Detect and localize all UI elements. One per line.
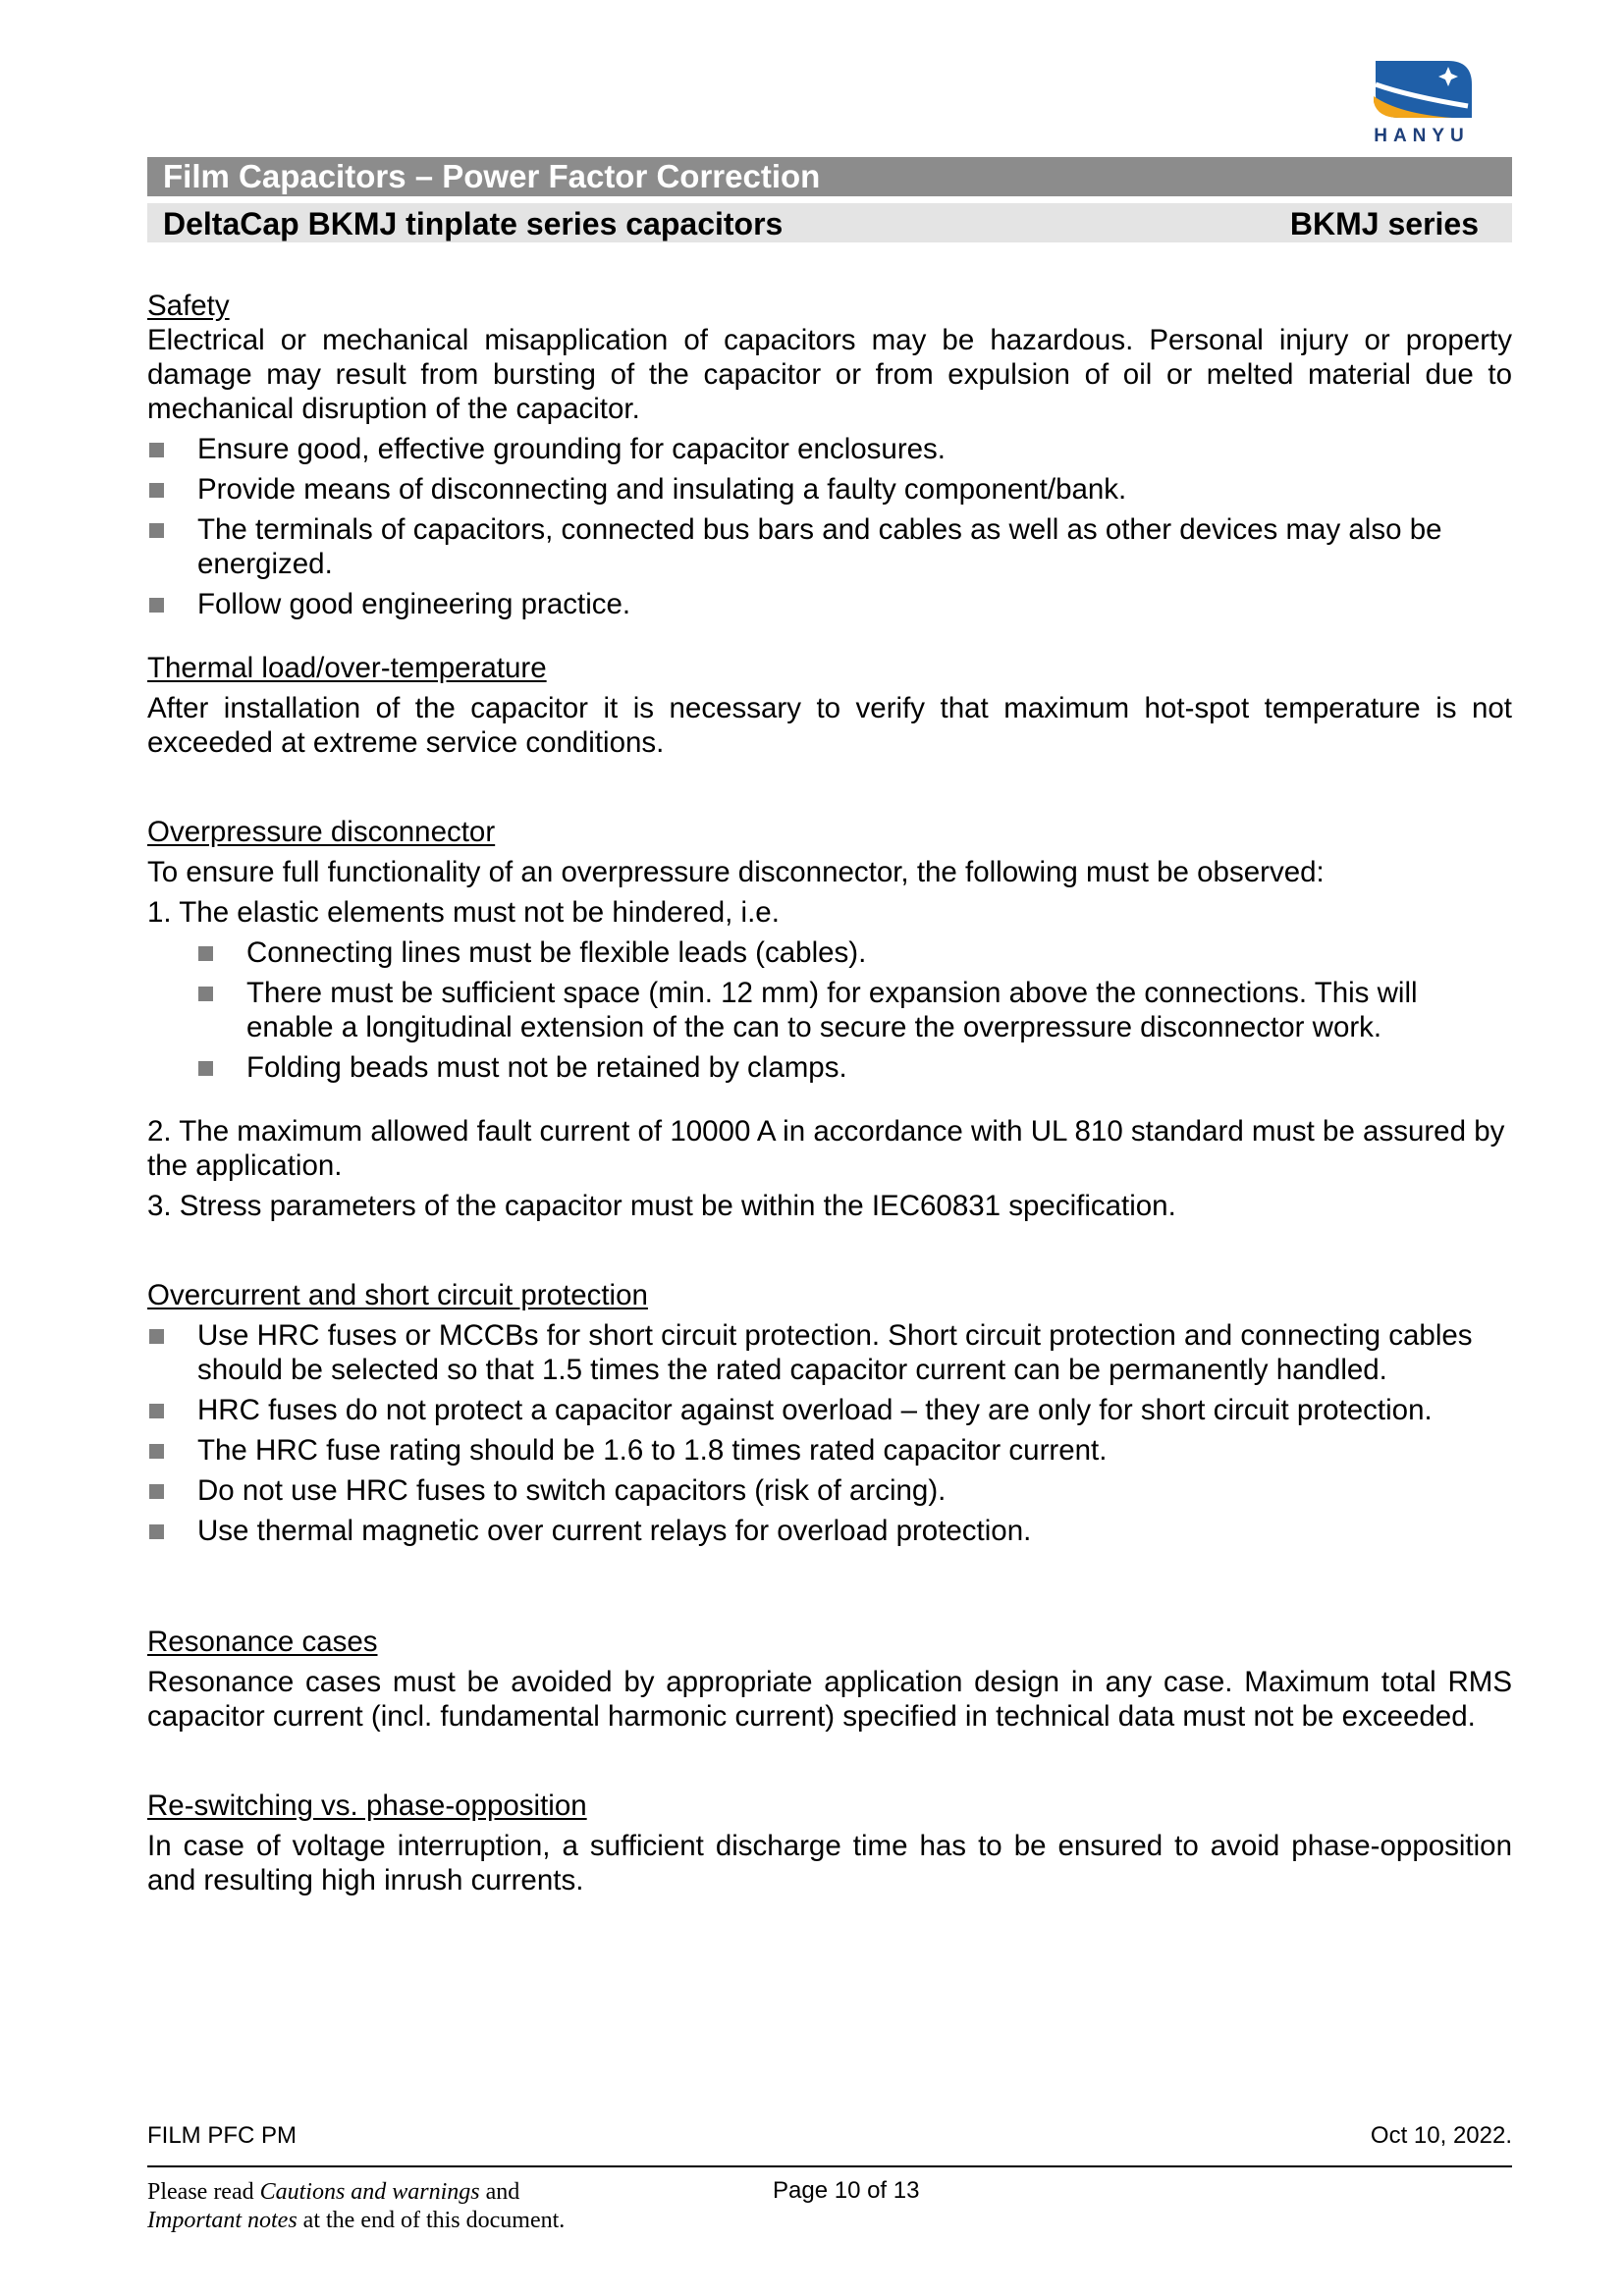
list-item-text: Ensure good, effective grounding for capacitor enclosures.: [197, 433, 947, 465]
square-bullet-icon: [198, 946, 213, 961]
list-item: [147, 512, 1512, 581]
square-bullet-icon: [149, 1329, 164, 1344]
overpressure-item-1: 1. The elastic elements must not be hindered, i.e.: [147, 896, 780, 929]
reswitching-text: In case of voltage interruption, a sufficient discharge time has to be ensured to avoid phase-opposition and resulting high inrush currents.: [147, 1830, 1512, 1896]
square-bullet-icon: [198, 987, 213, 1001]
section-heading-overcurrent: Overcurrent and short circuit protection: [147, 1279, 648, 1311]
overpressure-item-2: 2. The maximum allowed fault current of 10000 A in accordance with UL 810 standard must be assured by the application.: [147, 1115, 1505, 1182]
square-bullet-icon: [149, 1404, 164, 1418]
safety-bullet-list: [147, 432, 1512, 621]
overpressure-intro: To ensure full functionality of an overpressure disconnector, the following must be observed:: [147, 856, 1325, 888]
square-bullet-icon: [149, 1484, 164, 1499]
cautions-and-warnings-ref: Cautions and warnings: [259, 2179, 480, 2205]
category-title: Film Capacitors – Power Factor Correction: [163, 158, 821, 194]
product-header-bar: [147, 203, 1512, 242]
overpressure-item-3: 3. Stress parameters of the capacitor must be within the IEC60831 specification.: [147, 1190, 1176, 1222]
category-header-bar: [147, 157, 1512, 196]
list-item-text: The HRC fuse rating should be 1.6 to 1.8 times rated capacitor current.: [197, 1434, 1108, 1467]
list-item-text: Folding beads must not be retained by clamps.: [246, 1051, 847, 1084]
list-item: [147, 472, 1512, 507]
hanyu-logo: [1360, 57, 1484, 145]
list-item-text: Follow good engineering practice.: [197, 588, 631, 620]
section-heading-thermal: Thermal load/over-temperature: [147, 652, 547, 684]
section-heading-overpressure: Overpressure disconnector: [147, 816, 496, 848]
square-bullet-icon: [149, 483, 164, 498]
list-item-text: HRC fuses do not protect a capacitor against overload – they are only for short circuit protection.: [197, 1394, 1433, 1426]
overcurrent-bullet-list: [147, 1318, 1512, 1548]
footer-note: [147, 2178, 658, 2235]
list-item: [147, 1393, 1512, 1427]
list-item: [147, 976, 1512, 1044]
list-item: [147, 935, 1512, 970]
list-item-text: There must be sufficient space (min. 12 mm) for expansion above the connections. This will enable a longitudinal extension of the can to secure the overpressure disconnector work.: [246, 977, 1418, 1043]
footer-note-text: at the end of this document.: [297, 2208, 566, 2233]
square-bullet-icon: [149, 443, 164, 457]
list-item-text: Use HRC fuses or MCCBs for short circuit protection. Short circuit protection and connecting cables should be selected so that 1.5 times the rated capacitor current can be permanently handled.: [197, 1319, 1473, 1386]
series-label: BKMJ series: [1289, 206, 1479, 241]
logo-text: HANYU: [1374, 126, 1470, 146]
list-item-text: Connecting lines must be flexible leads (cables).: [246, 936, 867, 969]
list-item: [147, 432, 1512, 466]
square-bullet-icon: [149, 1524, 164, 1539]
footer-divider: [147, 2165, 1512, 2167]
list-item-text: The terminals of capacitors, connected bus bars and cables as well as other devices may also be energized.: [197, 513, 1442, 580]
list-item: [147, 1433, 1512, 1468]
resonance-text: Resonance cases must be avoided by appropriate application design in any case. Maximum total RMS capacitor current (incl. fundamental harmonic current) specified in technical data must not be exceeded.: [147, 1666, 1512, 1733]
footer-doc-code: FILM PFC PM: [147, 2122, 298, 2149]
section-heading-reswitching: Re-switching vs. phase-opposition: [147, 1789, 587, 1822]
footer-note-text: and: [479, 2179, 520, 2205]
footer-note-text: Please read: [147, 2179, 260, 2205]
square-bullet-icon: [149, 523, 164, 538]
list-item: [147, 1514, 1512, 1548]
important-notes-ref: Important notes: [147, 2208, 298, 2233]
overpressure-sub-bullet-list: [147, 935, 1512, 1085]
document-body: [147, 289, 1512, 1897]
list-item: [147, 1473, 1512, 1508]
hanyu-logo-mark: [1370, 57, 1474, 122]
list-item: [147, 587, 1512, 621]
list-item: [147, 1050, 1512, 1085]
footer-date: Oct 10, 2022.: [1370, 2122, 1512, 2149]
section-heading-resonance: Resonance cases: [147, 1626, 378, 1658]
list-item-text: Do not use HRC fuses to switch capacitors (risk of arcing).: [197, 1474, 947, 1507]
safety-text: Electrical or mechanical misapplication of capacitors may be hazardous. Personal injury or property damage may result from bursting of the capacitor or from expulsion of oil or melted material due to mechanical disruption of the capacitor.: [147, 324, 1512, 425]
list-item: [147, 1318, 1512, 1387]
list-item-text: Use thermal magnetic over current relays for overload protection.: [197, 1515, 1032, 1547]
square-bullet-icon: [149, 1444, 164, 1459]
section-heading-safety: Safety: [147, 290, 230, 322]
square-bullet-icon: [149, 598, 164, 613]
thermal-text: After installation of the capacitor it is necessary to verify that maximum hot-spot temperature is not exceeded at extreme service conditions.: [147, 692, 1512, 759]
list-item-text: Provide means of disconnecting and insulating a faulty component/bank.: [197, 473, 1127, 506]
product-title: DeltaCap BKMJ tinplate series capacitors: [163, 206, 784, 241]
square-bullet-icon: [198, 1061, 213, 1076]
page-number: Page 10 of 13: [773, 2177, 920, 2204]
